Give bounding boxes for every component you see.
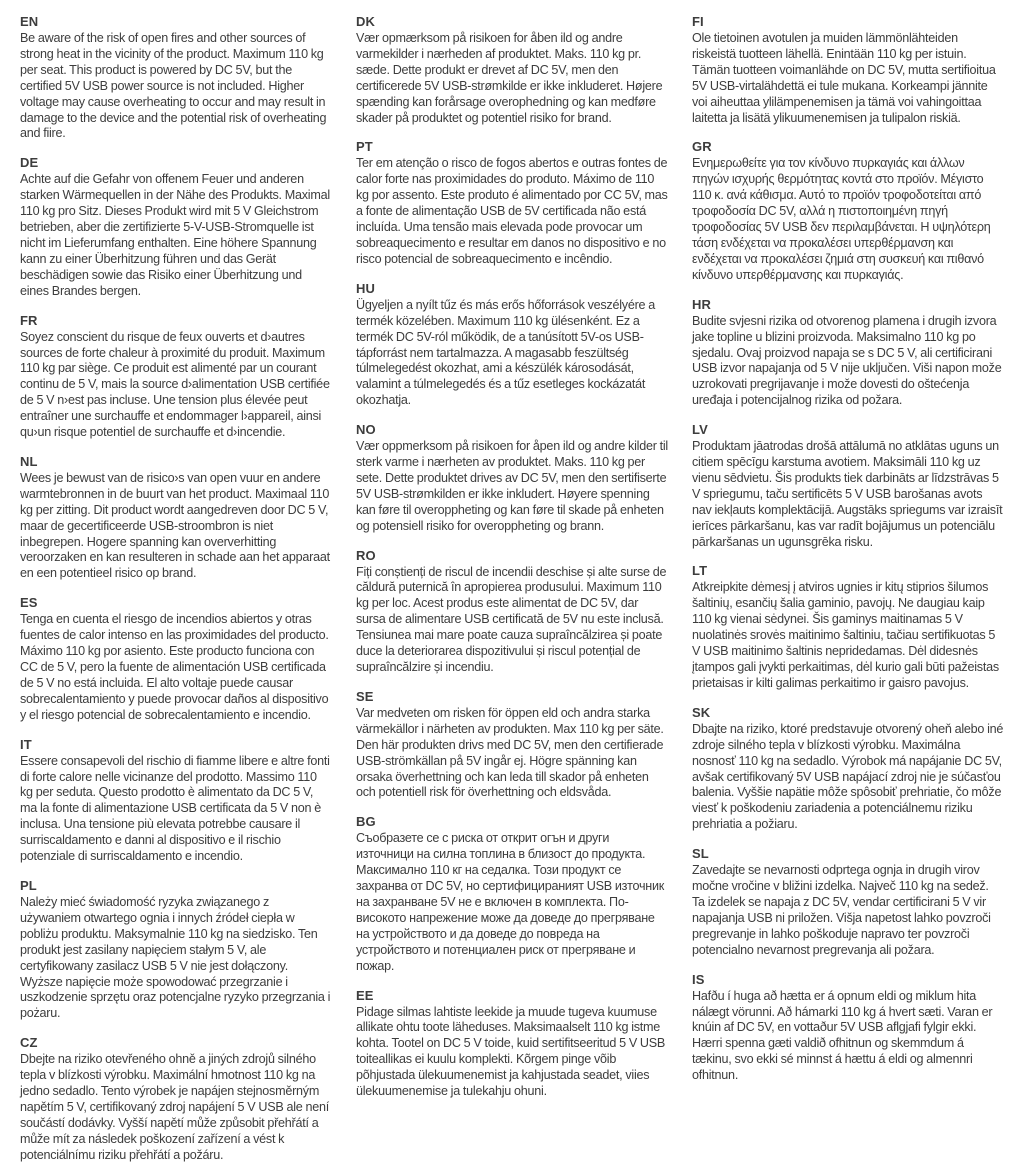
- language-code-gr: GR: [692, 139, 712, 155]
- section-pl: [20, 878, 332, 1022]
- safety-text-fr: Soyez conscient du risque de feux ouverts et d›autres sources de forte chaleur à proximité du produit. Maximum 110 kg par siège. Ce produit est alimenté par un courant continu de 5 V, mais la source d›alimentation USB certifiée de 5 V n›est pas incluse. Une tension plus élevée peut entraîner une surchauffe et endommager l›appareil, ainsi qu›un risque potentiel de surchauffe et d›incendie.: [20, 329, 330, 440]
- language-code-it: IT: [20, 736, 32, 752]
- safety-text-dk: Vær opmærksom på risikoen for åben ild og andre varmekilder i nærheden af produktet. Maks. 110 kg pr. sæde. Dette produkt er drevet af DC 5V, men den certificerede 5V USB-strømkilde er ikke inkluderet. Højere spænding kan forårsage overophedning og kan medføre skader på produktet og potentiel risiko for brand.: [356, 31, 663, 125]
- section-ee: [356, 988, 668, 1100]
- safety-text-sl: Zavedajte se nevarnosti odprtega ognja in drugih virov močne vročine v bližini izdelka. Največ 110 kg na sedež. Ta izdelek se napaja z DC 5V, vendar certificirani 5 V vir napajanja USB ni priložen. Višja napetost lahko povzroči pregrevanje in lahko poškoduje napravo ter povzroči potencialno nevarnost pregrevanja ali požara.: [692, 863, 991, 957]
- section-nl: [20, 454, 332, 582]
- section-is: [692, 972, 1004, 1084]
- language-code-sk: SK: [692, 704, 711, 720]
- safety-text-pt: Ter em atenção o risco de fogos abertos e outras fontes de calor forte nas proximidades do produto. Máximo de 110 kg por assento. Este produto é alimentado por CC 5V, mas a fonte de alimentação USB de 5V certificada não está incluída. Uma tensão mais elevada pode provocar um sobreaquecimento e resultar em danos no dispositivo e no risco potencial de sobreaquecimento e incêndio.: [356, 156, 668, 266]
- safety-text-it: Essere consapevoli del rischio di fiamme libere e altre fonti di forte calore nelle vicinanze del prodotto. Massimo 110 kg per seduta. Questo prodotto è alimentato da DC 5 V, ma la fonte di alimentazione USB certificata da 5 V non è inclusa. Una tensione più elevata potrebbe causare il surriscaldamento e danni al dispositivo e il rischio potenziale di surriscaldamento e incendio.: [20, 753, 330, 864]
- language-code-de: DE: [20, 155, 39, 171]
- safety-text-bg: Съобразете се с риска от открит огън и други източници на силна топлина в близост до продукта. Максимално 110 кг на седалка. Този продукт се захранва от DC 5V, но сертифицираният USB източник на захранване 5V не е включен в комплекта. По-високото напрежение може да доведе до прегряване на устройството и да доведе до повреда на устройството и потенциален риск от прегряване и пожар.: [356, 831, 665, 973]
- language-code-nl: NL: [20, 453, 38, 469]
- safety-text-nl: Wees je bewust van de risico›s van open vuur en andere warmtebronnen in de buurt van het product. Maximaal 110 kg per zitting. Dit product wordt aangedreven door DC 5 V, maar de gecertificeerde USB-stroombron is niet inbegrepen. Hogere spanning kan oververhitting veroorzaken en kan resulteren in schade aan het apparaat en een potentieel risico op brand.: [20, 470, 330, 581]
- language-code-en: EN: [20, 14, 39, 29]
- safety-text-lt: Atkreipkite dėmesį į atviros ugnies ir kitų stiprios šilumos šaltinių, esančių šalia gaminio, pavojų. Ne daugiau kaip 110 kg vienai sėdynei. Šis gaminys maitinamas 5 V nuolatinės srovės maitinimo šaltiniu, tačiau sertifikuotas 5 V USB maitinimo šaltinis nepridedamas. Dėl didesnės įtampos gali įvykti perkaitimas, dėl kurio gali būti pažeistas prietaisas ir kilti galimas perkaitimo ir gaisro pavojus.: [692, 580, 999, 690]
- section-lt: [692, 563, 1004, 691]
- safety-text-ro: Fiți conștienți de riscul de incendii deschise și alte surse de căldură puternică în apropierea produsului. Maximum 110 kg per loc. Acest produs este alimentat de DC 5V, dar sursa de alimentare USB certificată de 5V nu este inclusă. Tensiunea mai mare poate cauza supraîncălzirea și poate duce la deteriorarea dispozitivului și riscul potențial de supraîncălzire și incendiu.: [356, 564, 667, 674]
- safety-text-gr: Ενημερωθείτε για τον κίνδυνο πυρκαγιάς και άλλων πηγών ισχυρής θερμότητας κοντά στο προϊόν. Μέγιστο 110 κ. ανά κάθισμα. Αυτό το προϊόν τροφοδοτείται από τροφοδοσία DC 5V, αλλά η πιστοποιημένη πηγή τροφοδοσίας 5V USB δεν περιλαμβάνεται. Η υψηλότερη τάση ενδέχεται να προκαλέσει υπερθέρμανση και ενδέχεται να προκαλέσει ζημιά στη συσκευή και πιθανό κίνδυνο υπερθέρμανσης και πυρκαγιάς.: [692, 156, 991, 282]
- language-code-hr: HR: [692, 296, 711, 312]
- safety-text-hr: Budite svjesni rizika od otvorenog plamena i drugih izvora jake topline u blizini proizvoda. Maksimalno 110 kg po sjedalu. Ovaj proizvod napaja se s DC 5 V, ali certificirani USB izvor napajanja od 5 V nije uključen. Viši napon može uzrokovati pregrijavanje i može dovesti do oštećenja uređaja i potencijalnog rizika od požara.: [692, 313, 1002, 408]
- language-code-es: ES: [20, 595, 38, 611]
- section-sk: [692, 705, 1004, 833]
- section-hu: [356, 281, 668, 409]
- section-hr: [692, 297, 1004, 409]
- language-code-fr: FR: [20, 312, 38, 328]
- safety-text-is: Hafðu í huga að hætta er á opnum eldi og miklum hita nálægt vörunni. Að hámarki 110 kg á hvert sæti. Varan er knúin af DC 5V, en vottaður 5V USB aflgjafi fylgir ekki. Hærri spenna gæti valdið ofhitnun og skemmdum á tækinu, svo ekki sé minnst á hættu á eldi og almennri ofhitnun.: [692, 988, 993, 1083]
- column-3: [692, 14, 1004, 1083]
- section-no: [356, 422, 668, 534]
- section-es: [20, 595, 332, 723]
- section-sl: [692, 846, 1004, 958]
- section-gr: [692, 139, 1004, 283]
- language-code-sl: SL: [692, 846, 709, 862]
- section-bg: [356, 814, 668, 974]
- safety-text-no: Vær oppmerksom på risikoen for åpen ild og andre kilder til sterk varme i nærheten av produktet. Maks. 110 kg per sete. Dette produktet drives av DC 5V, men den sertifiserte 5V USB-strømkilden er ikke inkludert. Høyere spenning kan føre til overoppheting og kan føre til skade på enheten og potensiell risiko for overoppheting og brann.: [356, 439, 668, 533]
- safety-text-fi: Ole tietoinen avotulen ja muiden lämmönlähteiden riskeistä tuotteen lähellä. Enintään 110 kg per istuin. Tämän tuotteen voimanlähde on DC 5V, mutta sertifioitua 5V USB-virtalähdettä ei tule mukana. Korkeampi jännite voi aiheuttaa ylilämpenemisen ja tämä voi vahingoittaa laitetta ja lisätä ylikuumenemisen ja tulipalon riskiä.: [692, 31, 996, 125]
- safety-text-de: Achte auf die Gefahr von offenem Feuer und anderen starken Wärmequellen in der Nähe des Produkts. Maximal 110 kg pro Sitz. Dieses Produkt wird mit 5 V Gleichstrom betrieben, aber die zertifizierte 5-V-USB-Stromquelle ist nicht im Lieferumfang enthalten. Eine höhere Spannung kann zu einer Überhitzung führen und das Gerät beschädigen sowie das Risiko einer Überhitzung und eines Brandes bergen.: [20, 172, 330, 298]
- language-code-pl: PL: [20, 877, 37, 893]
- language-code-lv: LV: [692, 422, 708, 438]
- section-it: [20, 737, 332, 865]
- section-se: [356, 689, 668, 801]
- safety-text-lv: Produktam jāatrodas drošā attālumā no atklātas uguns un citiem spēcīgu karstuma avotiem. Maksimāli 110 kg uz vienu sēdvietu. Šis produkts tiek darbināts ar līdzstrāvas 5 V spriegumu, taču sertificēts 5 V USB barošanas avots nav iekļauts komplektācijā. Augstāks spriegums var izraisīt ierīces pārkaršanu, kas var radīt bojājumus un potenciālu pārkaršanas un ugunsgrēka risku.: [692, 439, 1003, 549]
- safety-text-ee: Pidage silmas lahtiste leekide ja muude tugeva kuumuse allikate ohtu toote läheduses. Maksimaalselt 110 kg istme kohta. Tootel on DC 5 V toide, kuid sertifitseeritud 5 V USB toiteallikas ei kuulu komplekti. Kõrgem pinge võib põhjustada ülekuumenemist ja kahjustada seadet, viies ülekuumenemise ja tulekahju ohuni.: [356, 1004, 666, 1099]
- language-code-se: SE: [356, 688, 374, 704]
- section-fi: [692, 14, 1004, 126]
- language-code-lt: LT: [692, 563, 708, 579]
- safety-text-sk: Dbajte na riziko, ktoré predstavuje otvorený oheň alebo iné zdroje silného tepla v blízkosti výrobku. Maximálna nosnosť 110 kg na sedadlo. Výrobok má napájanie DC 5V, avšak certifikovaný 5V USB napájací zdroj nie je súčasťou balenia. Vyššie napätie môže spôsobiť prehriatie, čo môže viesť k poškodeniu zariadenia a potenciálnemu riziku prehriatia a požiaru.: [692, 721, 1004, 832]
- section-dk: [356, 14, 668, 126]
- section-lv: [692, 422, 1004, 550]
- language-code-no: NO: [356, 422, 376, 438]
- language-code-hu: HU: [356, 280, 375, 296]
- section-ro: [356, 548, 668, 676]
- language-code-fi: FI: [692, 14, 704, 29]
- safety-text-es: Tenga en cuenta el riesgo de incendios abiertos y otras fuentes de calor intenso en las proximidades del producto. Máximo 110 kg por asiento. Este producto funciona con CC de 5 V, pero la fuente de alimentación USB certificada de 5 V no está incluida. El alto voltaje puede causar sobrecalentamiento y puede provocar daños al dispositivo y el riesgo potencial de sobrecalentamiento e incendio.: [20, 612, 329, 722]
- safety-text-hu: Ügyeljen a nyílt tűz és más erős hőforrások veszélyére a termék közelében. Maximum 110 kg ülésenként. Ez a termék DC 5V-ról működik, de a tanúsított 5V-os USB-tápforrást nem tartalmazza. A magasabb feszültség túlmelegedést okozhat, ami a készülék károsodását, valamint a túlmelegedés és a tűz esetleges kockázatát okozhatja.: [356, 297, 655, 408]
- section-en: [20, 14, 332, 142]
- language-code-pt: PT: [356, 139, 373, 155]
- language-code-bg: BG: [356, 814, 376, 830]
- language-code-is: IS: [692, 971, 705, 987]
- language-code-ro: RO: [356, 547, 376, 563]
- language-code-ee: EE: [356, 987, 374, 1003]
- safety-text-pl: Należy mieć świadomość ryzyka związanego z używaniem otwartego ognia i innych źródeł ciepła w pobliżu produktu. Maksymalnie 110 kg na siedzisko. Ten produkt jest zasilany napięciem stałym 5 V, ale certyfikowany zasilacz USB 5 V nie jest dołączony. Wyższe napięcie może spowodować przegrzanie i uszkodzenie sprzętu oraz potencjalne ryzyko przegrzania i pożaru.: [20, 894, 331, 1021]
- safety-text-en: Be aware of the risk of open fires and other sources of strong heat in the vicinity of the product. Maximum 110 kg per seat. This product is powered by DC 5V, but the certified 5V USB power source is not included. Higher voltage may cause overheating to occur and may result in damage to the device and the potential risk of overheating and fiire.: [20, 31, 327, 141]
- section-cz: [20, 1035, 332, 1163]
- section-fr: [20, 313, 332, 441]
- safety-text-se: Var medveten om risken för öppen eld och andra starka värmekällor i närheten av produkten. Max 110 kg per säte. Den här produkten drivs med DC 5V, men den certifierade USB-strömkällan på 5V ingår ej. Högre spänning kan orsaka överhettning och kan leda till skador på enheten och potentiell risk för överhettning och eldsvåda.: [356, 705, 664, 800]
- section-de: [20, 155, 332, 299]
- safety-text-cz: Dbejte na riziko otevřeného ohně a jiných zdrojů silného tepla v blízkosti výrobku. Maximální hmotnost 110 kg na jedno sedadlo. Tento výrobek je napájen stejnosměrným napětím 5 V, certifikovaný zdroj napájení 5 V USB ale není součástí dodávky. Vyšší napětí může způsobit přehřátí a může mít za následek poškození zařízení a vést k potenciálnímu riziku přehřátí a požáru.: [20, 1052, 329, 1162]
- column-2: [356, 14, 668, 1099]
- language-code-cz: CZ: [20, 1035, 38, 1051]
- section-pt: [356, 139, 668, 267]
- language-code-dk: DK: [356, 14, 375, 29]
- column-1: [20, 14, 332, 1162]
